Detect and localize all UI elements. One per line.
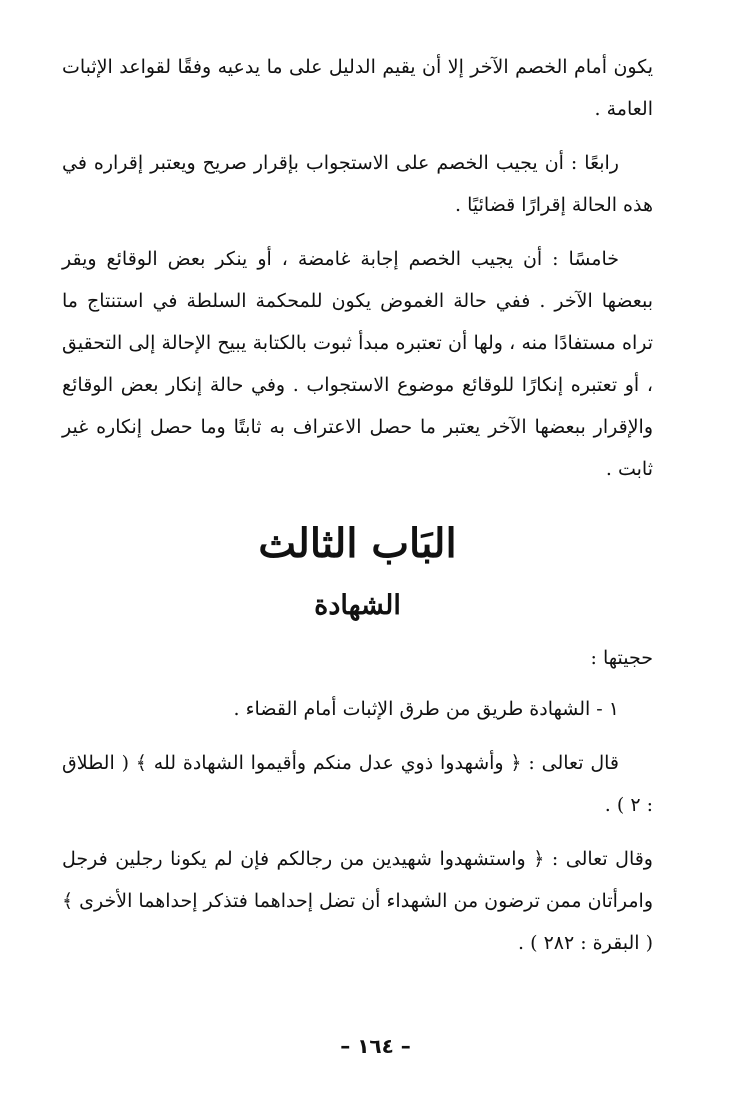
paragraph-fifth: خامسًا : أن يجيب الخصم إجابة غامضة ، أو ينكر بعض الوقائع ويقر ببعضها الآخر . ففي حالة الغموض يكون للمحكمة السلطة في استنتاج ما تراه مستفادًا منه ، ولها أن تعتبره مبدأ ثبوت بالكتابة يبيح الإحالة إلى التحقيق ، أو تعتبره إنكارًا للوقائع موضوع الاستجواب . وفي حالة إنكار بعض الوقائع والإقرار ببعضها الآخر يعتبر ما حصل الاعتراف به ثابتًا وما حصل إنكاره غير ثابت .: [62, 248, 653, 480]
page-number: – ١٦٤ –: [340, 1034, 411, 1058]
paragraph-fourth: رابعًا : أن يجيب الخصم على الاستجواب بإقرار صريح ويعتبر إقراره في هذه الحالة إقرارًا قضائيًا .: [62, 152, 653, 216]
quran-quote-2: وقال تعالى : ﴿ واستشهدوا شهيدين من رجالكم فإن لم يكونا رجلين فرجل وامرأتان ممن ترضون من الشهداء أن تضل إحداهما فتذكر إحداهما الأخرى ﴾ ( البقرة : ٢٨٢ ) .: [62, 848, 653, 954]
paragraph-continuation: يكون أمام الخصم الآخر إلا أن يقيم الدليل على ما يدعيه وفقًا لقواعد الإثبات العامة .: [62, 56, 653, 120]
page-body: [62, 46, 653, 1100]
section-title: الشهادة: [314, 590, 401, 621]
list-item-1: ١ - الشهادة طريق من طرق الإثبات أمام القضاء .: [233, 698, 619, 720]
subheading: حجيتها :: [590, 647, 653, 669]
quran-quote-1: قال تعالى : ﴿ وأشهدوا ذوي عدل منكم وأقيموا الشهادة لله ﴾ ( الطلاق : ٢ ) .: [62, 752, 653, 816]
chapter-title: البَاب الثالث: [258, 520, 457, 567]
